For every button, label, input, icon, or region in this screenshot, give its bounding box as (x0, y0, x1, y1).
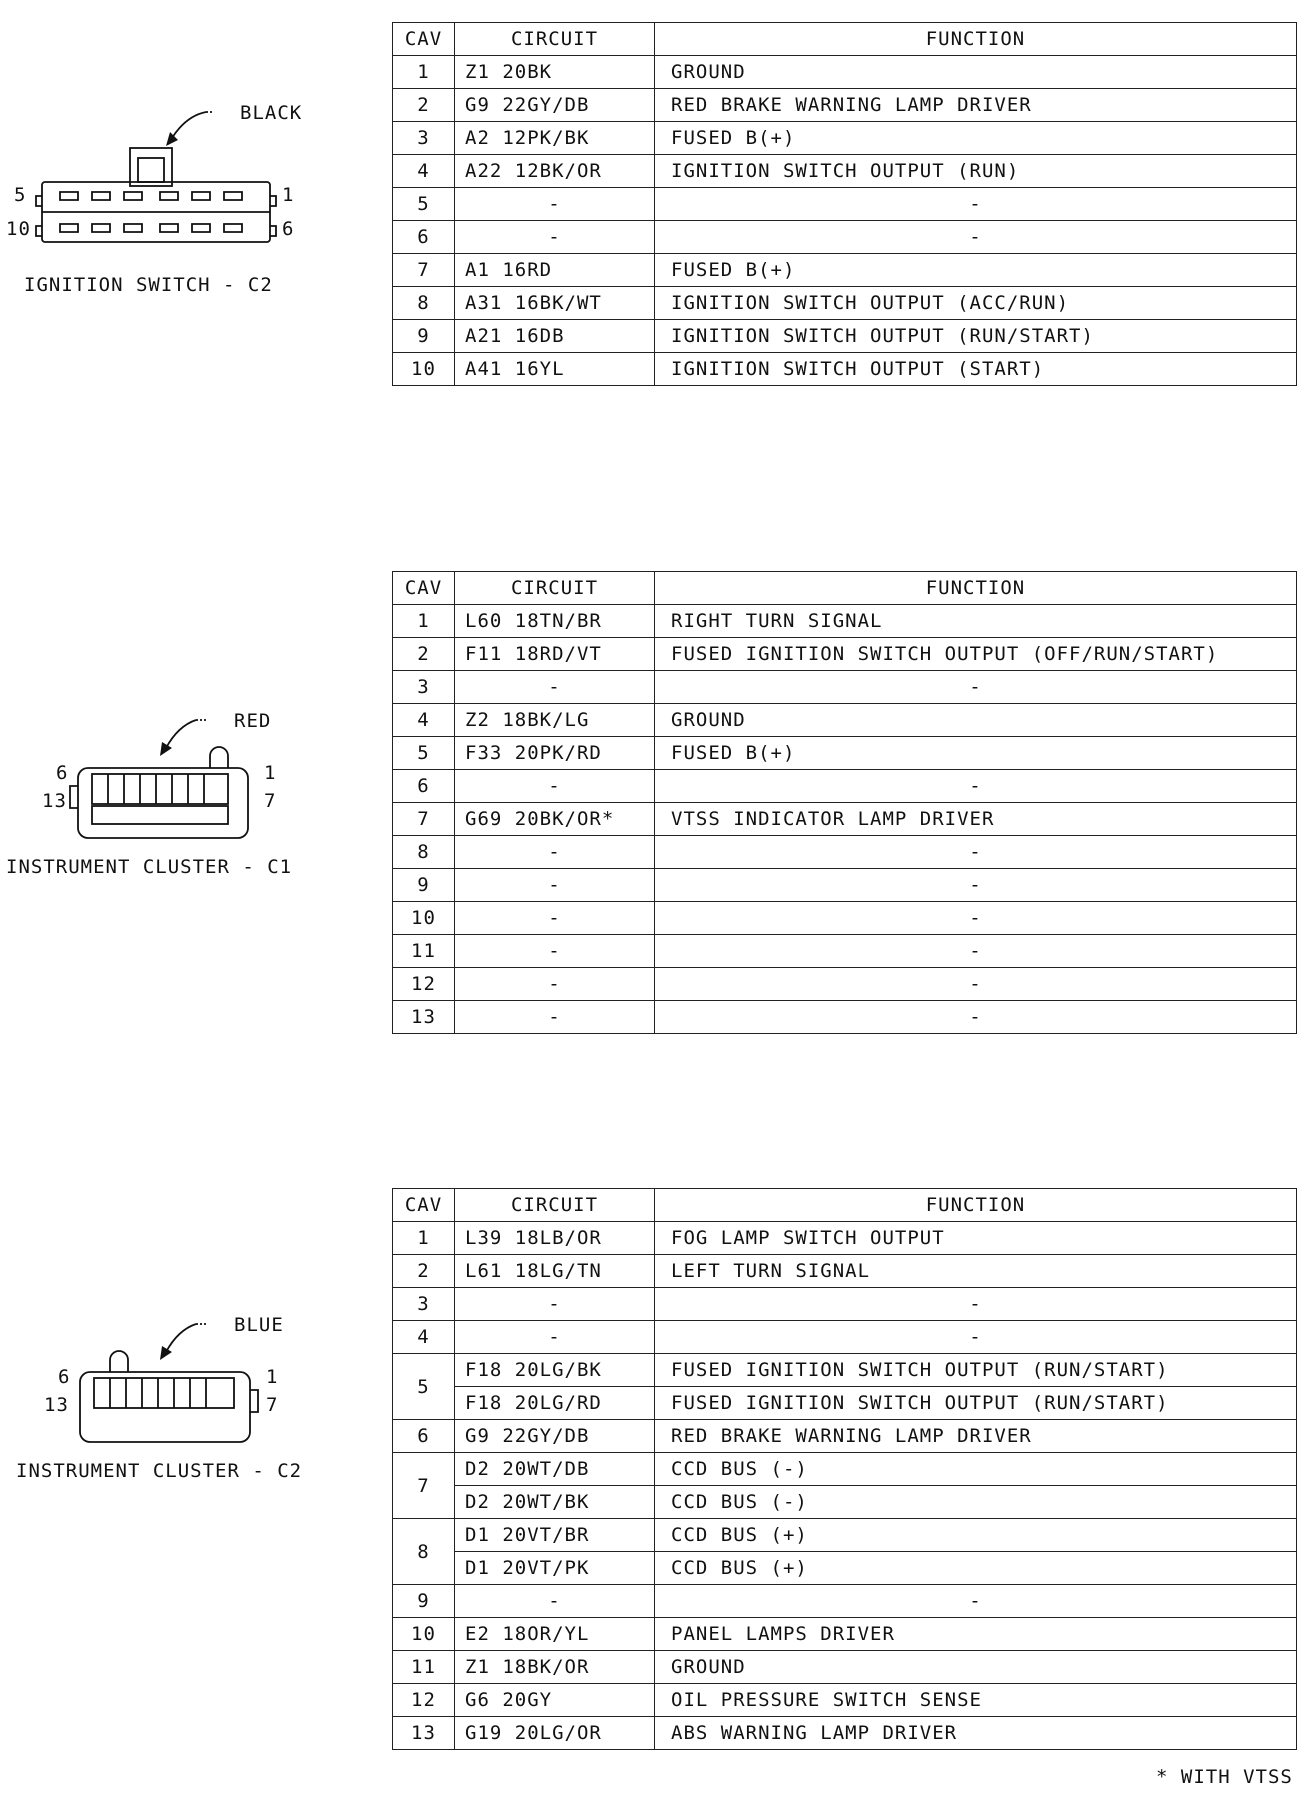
cav-cell: 3 (393, 671, 455, 704)
table-row (393, 1321, 1297, 1354)
function-cell: FUSED B(+) (655, 737, 1297, 770)
circuit-header: CIRCUIT (455, 572, 655, 605)
function-header: FUNCTION (655, 1189, 1297, 1222)
circuit-cell: F33 20PK/RD (455, 737, 655, 770)
circuit-cell: - (455, 1321, 655, 1354)
pin-number-label: 1 (264, 762, 277, 784)
table-row (393, 122, 1297, 155)
function-header: FUNCTION (655, 23, 1297, 56)
circuit-cell: - (455, 1585, 655, 1618)
red-pointer-arrow-icon (166, 720, 208, 748)
function-cell: CCD BUS (+) (655, 1519, 1297, 1552)
table-row (393, 968, 1297, 1001)
circuit-header: CIRCUIT (455, 1189, 655, 1222)
table-row (393, 1552, 1297, 1585)
black-pointer-arrow-icon (172, 112, 214, 138)
function-cell: - (655, 1001, 1297, 1034)
circuit-cell: L60 18TN/BR (455, 605, 655, 638)
table-row (393, 638, 1297, 671)
table-row (393, 1453, 1297, 1486)
pin-number-label: 7 (266, 1394, 279, 1416)
circuit-cell: D1 20VT/BR (455, 1519, 655, 1552)
connector-color-label: BLACK (240, 102, 303, 124)
circuit-cell: - (455, 836, 655, 869)
circuit-cell: A1 16RD (455, 254, 655, 287)
cav-header: CAV (393, 1189, 455, 1222)
function-cell: VTSS INDICATOR LAMP DRIVER (655, 803, 1297, 836)
instrument-cluster-c1-connector-icon (70, 747, 248, 838)
circuit-cell: A41 16YL (455, 353, 655, 386)
circuit-cell: A2 12PK/BK (455, 122, 655, 155)
cav-cell: 5 (393, 188, 455, 221)
cav-cell: 1 (393, 56, 455, 89)
function-cell: CCD BUS (+) (655, 1552, 1297, 1585)
cav-cell: 10 (393, 353, 455, 386)
function-cell: CCD BUS (-) (655, 1486, 1297, 1519)
cav-cell: 13 (393, 1717, 455, 1750)
connector-name: IGNITION SWITCH - C2 (24, 274, 273, 296)
circuit-cell: - (455, 1001, 655, 1034)
ignition-switch-c2-connector-icon (36, 148, 276, 242)
circuit-cell: G69 20BK/OR* (455, 803, 655, 836)
circuit-cell: D1 20VT/PK (455, 1552, 655, 1585)
cav-cell: 12 (393, 1684, 455, 1717)
function-cell: IGNITION SWITCH OUTPUT (START) (655, 353, 1297, 386)
connector-name: INSTRUMENT CLUSTER - C1 (6, 856, 293, 878)
cav-cell: 2 (393, 1255, 455, 1288)
function-cell: - (655, 671, 1297, 704)
pin-number-label: 1 (282, 184, 295, 206)
pin-number-label: 5 (14, 184, 27, 206)
circuit-cell: E2 18OR/YL (455, 1618, 655, 1651)
table-row (393, 287, 1297, 320)
circuit-cell: F18 20LG/BK (455, 1354, 655, 1387)
function-cell: OIL PRESSURE SWITCH SENSE (655, 1684, 1297, 1717)
cav-cell: 12 (393, 968, 455, 1001)
table-header-row (393, 1189, 1297, 1222)
cav-cell: 5 (393, 737, 455, 770)
cav-header: CAV (393, 23, 455, 56)
table-row (393, 320, 1297, 353)
pin-number-label: 10 (6, 218, 31, 240)
function-cell: RED BRAKE WARNING LAMP DRIVER (655, 89, 1297, 122)
table-row (393, 155, 1297, 188)
function-cell: - (655, 1585, 1297, 1618)
function-cell: FUSED IGNITION SWITCH OUTPUT (RUN/START) (655, 1387, 1297, 1420)
pin-number-label: 1 (266, 1366, 279, 1388)
cav-header: CAV (393, 572, 455, 605)
circuit-cell: A22 12BK/OR (455, 155, 655, 188)
function-cell: IGNITION SWITCH OUTPUT (RUN/START) (655, 320, 1297, 353)
table-row (393, 671, 1297, 704)
circuit-cell: - (455, 188, 655, 221)
connector-color-label: BLUE (234, 1314, 284, 1336)
blue-pointer-arrow-icon (166, 1324, 208, 1352)
circuit-cell: - (455, 770, 655, 803)
function-cell: - (655, 188, 1297, 221)
cav-cell: 1 (393, 605, 455, 638)
table-row (393, 770, 1297, 803)
cav-cell: 6 (393, 1420, 455, 1453)
circuit-cell: G19 20LG/OR (455, 1717, 655, 1750)
function-cell: - (655, 1288, 1297, 1321)
cav-cell: 1 (393, 1222, 455, 1255)
function-cell: RIGHT TURN SIGNAL (655, 605, 1297, 638)
table-row (393, 1420, 1297, 1453)
circuit-cell: Z2 18BK/LG (455, 704, 655, 737)
cav-cell: 6 (393, 221, 455, 254)
function-cell: - (655, 902, 1297, 935)
function-cell: IGNITION SWITCH OUTPUT (ACC/RUN) (655, 287, 1297, 320)
cav-cell: 10 (393, 1618, 455, 1651)
cav-cell: 9 (393, 869, 455, 902)
connector-color-label: RED (234, 710, 272, 732)
table-row (393, 188, 1297, 221)
cav-cell: 4 (393, 155, 455, 188)
table-row (393, 1651, 1297, 1684)
circuit-cell: D2 20WT/DB (455, 1453, 655, 1486)
circuit-cell: Z1 18BK/OR (455, 1651, 655, 1684)
table-header-row (393, 572, 1297, 605)
function-cell: FUSED B(+) (655, 254, 1297, 287)
function-cell: CCD BUS (-) (655, 1453, 1297, 1486)
function-cell: ABS WARNING LAMP DRIVER (655, 1717, 1297, 1750)
function-cell: GROUND (655, 704, 1297, 737)
cav-cell: 3 (393, 122, 455, 155)
table-row (393, 353, 1297, 386)
table-row (393, 1585, 1297, 1618)
cav-cell: 4 (393, 1321, 455, 1354)
cav-cell: 13 (393, 1001, 455, 1034)
instrument-cluster-c1-pinout-table (392, 571, 1297, 1034)
function-cell: FUSED B(+) (655, 122, 1297, 155)
table-row (393, 605, 1297, 638)
function-cell: LEFT TURN SIGNAL (655, 1255, 1297, 1288)
cav-cell: 2 (393, 89, 455, 122)
pin-number-label: 6 (282, 218, 295, 240)
circuit-cell: A21 16DB (455, 320, 655, 353)
table-row (393, 737, 1297, 770)
table-row (393, 1519, 1297, 1552)
table-row (393, 1001, 1297, 1034)
instrument-cluster-c2-connector-icon (80, 1351, 258, 1442)
cav-cell: 3 (393, 1288, 455, 1321)
cav-cell: 5 (393, 1354, 455, 1420)
circuit-cell: G6 20GY (455, 1684, 655, 1717)
circuit-cell: F11 18RD/VT (455, 638, 655, 671)
function-cell: - (655, 221, 1297, 254)
table-row (393, 1222, 1297, 1255)
table-row (393, 869, 1297, 902)
function-header: FUNCTION (655, 572, 1297, 605)
table-row (393, 836, 1297, 869)
cav-cell: 10 (393, 902, 455, 935)
cav-cell: 11 (393, 1651, 455, 1684)
table-row (393, 902, 1297, 935)
pin-number-label: 7 (264, 790, 277, 812)
circuit-cell: L39 18LB/OR (455, 1222, 655, 1255)
circuit-cell: - (455, 221, 655, 254)
table-row (393, 221, 1297, 254)
cav-cell: 8 (393, 287, 455, 320)
function-cell: GROUND (655, 1651, 1297, 1684)
circuit-cell: G9 22GY/DB (455, 1420, 655, 1453)
circuit-cell: D2 20WT/BK (455, 1486, 655, 1519)
table-header-row (393, 23, 1297, 56)
table-row (393, 56, 1297, 89)
connector-name: INSTRUMENT CLUSTER - C2 (16, 1460, 303, 1482)
function-cell: - (655, 935, 1297, 968)
circuit-cell: F18 20LG/RD (455, 1387, 655, 1420)
table-row (393, 803, 1297, 836)
table-row (393, 1717, 1297, 1750)
cav-cell: 7 (393, 1453, 455, 1519)
pin-number-label: 13 (44, 1394, 69, 1416)
circuit-cell: - (455, 968, 655, 1001)
function-cell: FOG LAMP SWITCH OUTPUT (655, 1222, 1297, 1255)
function-cell: - (655, 836, 1297, 869)
circuit-cell: - (455, 935, 655, 968)
function-cell: GROUND (655, 56, 1297, 89)
pin-number-label: 13 (42, 790, 67, 812)
circuit-cell: L61 18LG/TN (455, 1255, 655, 1288)
ignition-switch-c2-pinout-table (392, 22, 1297, 386)
function-cell: FUSED IGNITION SWITCH OUTPUT (OFF/RUN/START) (655, 638, 1297, 671)
circuit-cell: - (455, 671, 655, 704)
table-row (393, 935, 1297, 968)
table-row (393, 1387, 1297, 1420)
function-cell: - (655, 968, 1297, 1001)
table-row (393, 1255, 1297, 1288)
table-row (393, 89, 1297, 122)
cav-cell: 7 (393, 803, 455, 836)
table-row (393, 1486, 1297, 1519)
function-cell: IGNITION SWITCH OUTPUT (RUN) (655, 155, 1297, 188)
circuit-header: CIRCUIT (455, 23, 655, 56)
cav-cell: 6 (393, 770, 455, 803)
table-row (393, 254, 1297, 287)
function-cell: - (655, 869, 1297, 902)
cav-cell: 11 (393, 935, 455, 968)
cav-cell: 2 (393, 638, 455, 671)
pin-number-label: 6 (56, 762, 69, 784)
cav-cell: 9 (393, 320, 455, 353)
function-cell: RED BRAKE WARNING LAMP DRIVER (655, 1420, 1297, 1453)
table-row (393, 1288, 1297, 1321)
cav-cell: 8 (393, 836, 455, 869)
circuit-cell: - (455, 902, 655, 935)
cav-cell: 7 (393, 254, 455, 287)
function-cell: - (655, 770, 1297, 803)
instrument-cluster-c2-pinout-table (392, 1188, 1297, 1750)
cav-cell: 9 (393, 1585, 455, 1618)
pin-number-label: 6 (58, 1366, 71, 1388)
circuit-cell: - (455, 1288, 655, 1321)
circuit-cell: G9 22GY/DB (455, 89, 655, 122)
cav-cell: 4 (393, 704, 455, 737)
table-row (393, 1618, 1297, 1651)
circuit-cell: Z1 20BK (455, 56, 655, 89)
table-row (393, 1684, 1297, 1717)
table-row (393, 1354, 1297, 1387)
footnote: * WITH VTSS (1156, 1766, 1293, 1788)
circuit-cell: - (455, 869, 655, 902)
table-row (393, 704, 1297, 737)
circuit-cell: A31 16BK/WT (455, 287, 655, 320)
function-cell: - (655, 1321, 1297, 1354)
cav-cell: 8 (393, 1519, 455, 1585)
function-cell: FUSED IGNITION SWITCH OUTPUT (RUN/START) (655, 1354, 1297, 1387)
function-cell: PANEL LAMPS DRIVER (655, 1618, 1297, 1651)
